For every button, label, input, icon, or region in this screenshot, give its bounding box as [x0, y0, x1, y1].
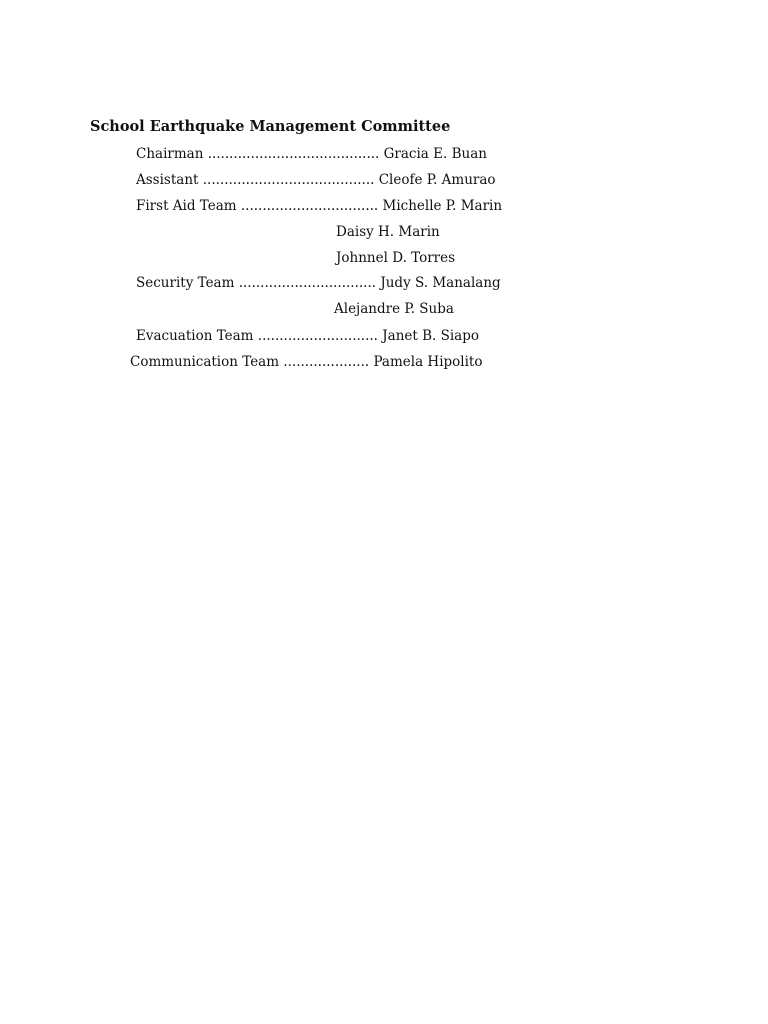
member-name: Cleofe P. Amurao	[378, 172, 496, 188]
member-name: Daisy H. Marin	[336, 224, 440, 240]
committee-row-first-aid-team	[136, 197, 502, 215]
committee-row-communication-team	[130, 353, 482, 371]
member-name: Michelle P. Marin	[382, 198, 503, 214]
member-name: Janet B. Siapo	[382, 328, 479, 344]
leader-dots: ....................	[283, 354, 374, 370]
role-label: Assistant	[136, 172, 203, 188]
role-label: First Aid Team	[136, 198, 241, 214]
committee-row-evacuation-team	[136, 327, 479, 345]
committee-row-security-member	[334, 300, 454, 318]
leader-dots: ........................................	[202, 172, 379, 188]
leader-dots: ............................	[257, 328, 383, 344]
leader-dots: ................................	[240, 198, 383, 214]
leader-dots: ........................................	[207, 146, 384, 162]
member-name: Gracia E. Buan	[383, 146, 487, 162]
role-label: Security Team	[136, 275, 239, 291]
role-label: Chairman	[136, 146, 208, 162]
committee-row-security-team	[136, 274, 501, 292]
member-name: Alejandre P. Suba	[334, 301, 454, 317]
role-label: Evacuation Team	[136, 328, 258, 344]
leader-dots: ................................	[238, 275, 381, 291]
member-name: Pamela Hipolito	[373, 354, 483, 370]
document-title: School Earthquake Management Committee	[90, 118, 451, 135]
committee-row-first-aid-member	[336, 249, 455, 267]
role-label: Communication Team	[130, 354, 284, 370]
member-name: Johnnel D. Torres	[336, 250, 456, 266]
committee-row-chairman	[136, 145, 487, 163]
committee-row-first-aid-member	[336, 223, 440, 241]
member-name: Judy S. Manalang	[380, 275, 501, 291]
committee-row-assistant	[136, 171, 496, 189]
